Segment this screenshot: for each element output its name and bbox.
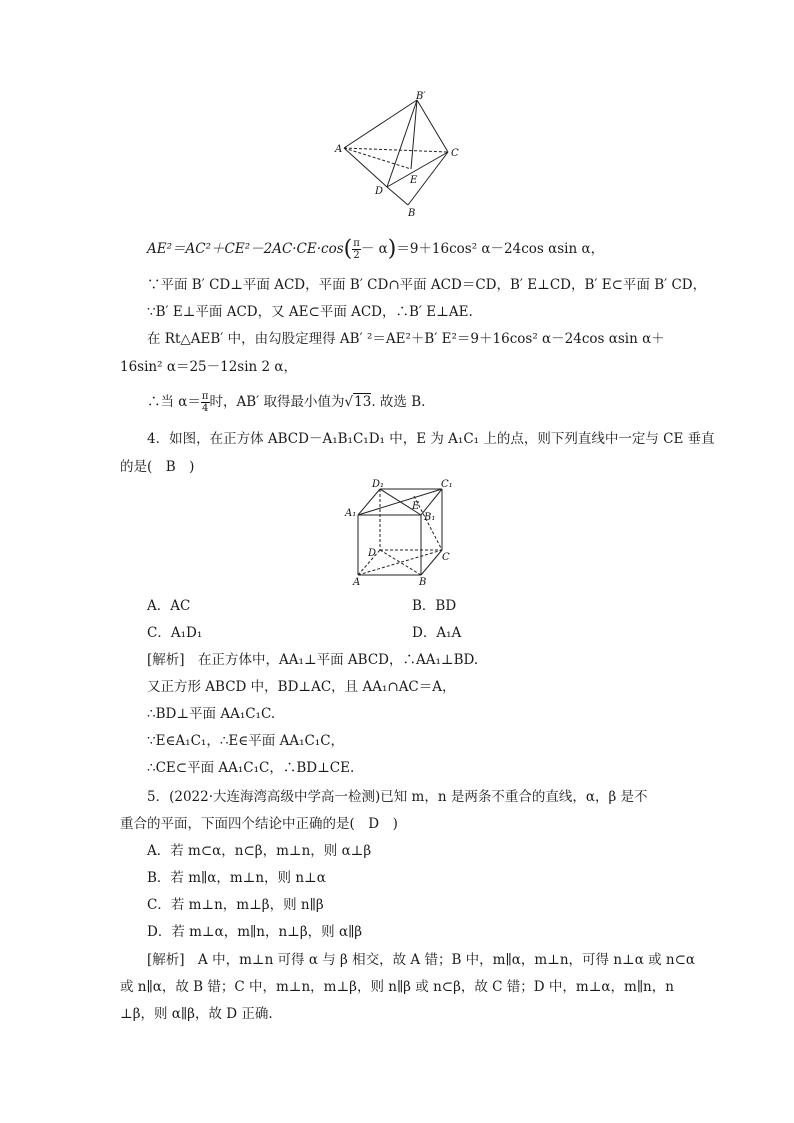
q4-analysis-1: [解析] 在正方体中，AA₁⊥平面 ABCD，∴AA₁⊥BD. bbox=[147, 652, 479, 668]
text-line-6: ∴当 α＝ $\frac{\pi}{4}$ 时，AB′ 取得最小值为√13. 故选 B. bbox=[147, 391, 426, 414]
q4-option-d: D．A₁A bbox=[412, 625, 462, 641]
label-c2: C bbox=[442, 552, 450, 563]
q5-analysis-2: 或 n∥α，故 B 错；C 中，m⊥n，m⊥β，则 n∥β 或 n⊂β，故 C 错；D 中，m⊥α，m∥n，n bbox=[120, 979, 674, 995]
equation-ae-squared: AE²＝AC²＋CE²－2AC·CE·cos( $\frac{\pi}{2}$ － α)＝9＋16cos² α－24cos αsin α， bbox=[147, 236, 605, 262]
q5-stem-2: 重合的平面，下面四个结论中正确的是( D ) bbox=[120, 816, 398, 832]
q5-option-a: A．若 m⊂α，n⊂β，m⊥n，则 α⊥β bbox=[147, 843, 372, 859]
fraction-pi-2: $\frac{\pi}{2}$ bbox=[353, 238, 360, 261]
q4-analysis-4: ∵E∈A₁C₁，∴E∈平面 AA₁C₁C， bbox=[147, 733, 345, 749]
q5-option-c: C．若 m⊥n，m⊥β，则 n∥β bbox=[147, 897, 324, 913]
label-b: B bbox=[408, 208, 416, 219]
label-d1: D₁ bbox=[372, 479, 385, 490]
q4-option-b: B．BD bbox=[412, 598, 457, 614]
cube-figure bbox=[340, 478, 460, 588]
label-c1: C₁ bbox=[441, 479, 453, 490]
label-b-prime: B′ bbox=[416, 91, 426, 102]
label-b1: B₁ bbox=[424, 512, 436, 523]
text-line-5: 16sin² α＝25－12sin 2 α， bbox=[120, 359, 298, 375]
label-a2: A bbox=[353, 577, 361, 588]
text-line-3: ∵B′ E⊥平面 ACD，又 AE⊂平面 ACD，∴B′ E⊥AE. bbox=[147, 304, 473, 320]
q4-analysis-2: 又正方形 ABCD 中，BD⊥AC，且 AA₁∩AC＝A， bbox=[147, 679, 456, 695]
q5-option-d: D．若 m⊥α，m∥n，n⊥β，则 α∥β bbox=[147, 924, 363, 940]
eq-part1: AE²＝AC²＋CE²－2AC·CE·cos bbox=[147, 241, 344, 257]
label-e: E bbox=[410, 175, 418, 186]
text-line-2: ∵平面 B′ CD⊥平面 ACD，平面 B′ CD∩平面 ACD＝CD，B′ E⊥CD，B′ E⊂平面 B′ CD， bbox=[147, 277, 707, 293]
q5-stem-1: 5．(2022·大连海湾高级中学高一检测)已知 m，n 是两条不重合的直线，α，β 是不 bbox=[147, 789, 648, 805]
q4-stem-1: 4．如图，在正方体 ABCD－A₁B₁C₁D₁ 中，E 为 A₁C₁ 上的点，则下列直线中一定与 CE 垂直 bbox=[147, 431, 715, 447]
q5-option-b: B．若 m∥α，m⊥n，则 n⊥α bbox=[147, 870, 326, 886]
label-a1: A₁ bbox=[345, 508, 357, 519]
label-c: C bbox=[451, 148, 459, 159]
label-e2: E bbox=[412, 501, 420, 512]
q4-option-a: A．AC bbox=[147, 598, 191, 614]
fraction-pi-4: $\frac{\pi}{4}$ bbox=[201, 391, 209, 414]
q4-stem-2: 的是( B ) bbox=[120, 459, 195, 475]
label-a: A bbox=[335, 144, 343, 155]
tetrahedron-figure bbox=[330, 90, 470, 220]
eq-part3: ＝9＋16cos² α－24cos αsin α， bbox=[396, 241, 605, 257]
q4-analysis-5: ∴CE⊂平面 AA₁C₁C，∴BD⊥CE. bbox=[147, 760, 355, 776]
label-d2: D bbox=[368, 548, 377, 559]
q5-analysis-3: ⊥β，则 α∥β，故 D 正确. bbox=[120, 1006, 273, 1022]
label-d: D bbox=[375, 186, 384, 197]
q5-analysis-1: [解析] A 中，m⊥n 可得 α 与 β 相交，故 A 错；B 中，m∥α，m⊥n，可得 n⊥α 或 n⊂α bbox=[147, 952, 696, 968]
label-b2: B bbox=[419, 577, 427, 588]
text-line-4: 在 Rt△AEB′ 中，由勾股定理得 AB′ ²＝AE²＋B′ E²＝9＋16cos² α－24cos αsin α＋ bbox=[147, 331, 665, 347]
q4-option-c: C．A₁D₁ bbox=[147, 625, 203, 641]
q4-analysis-3: ∴BD⊥平面 AA₁C₁C. bbox=[147, 706, 276, 722]
